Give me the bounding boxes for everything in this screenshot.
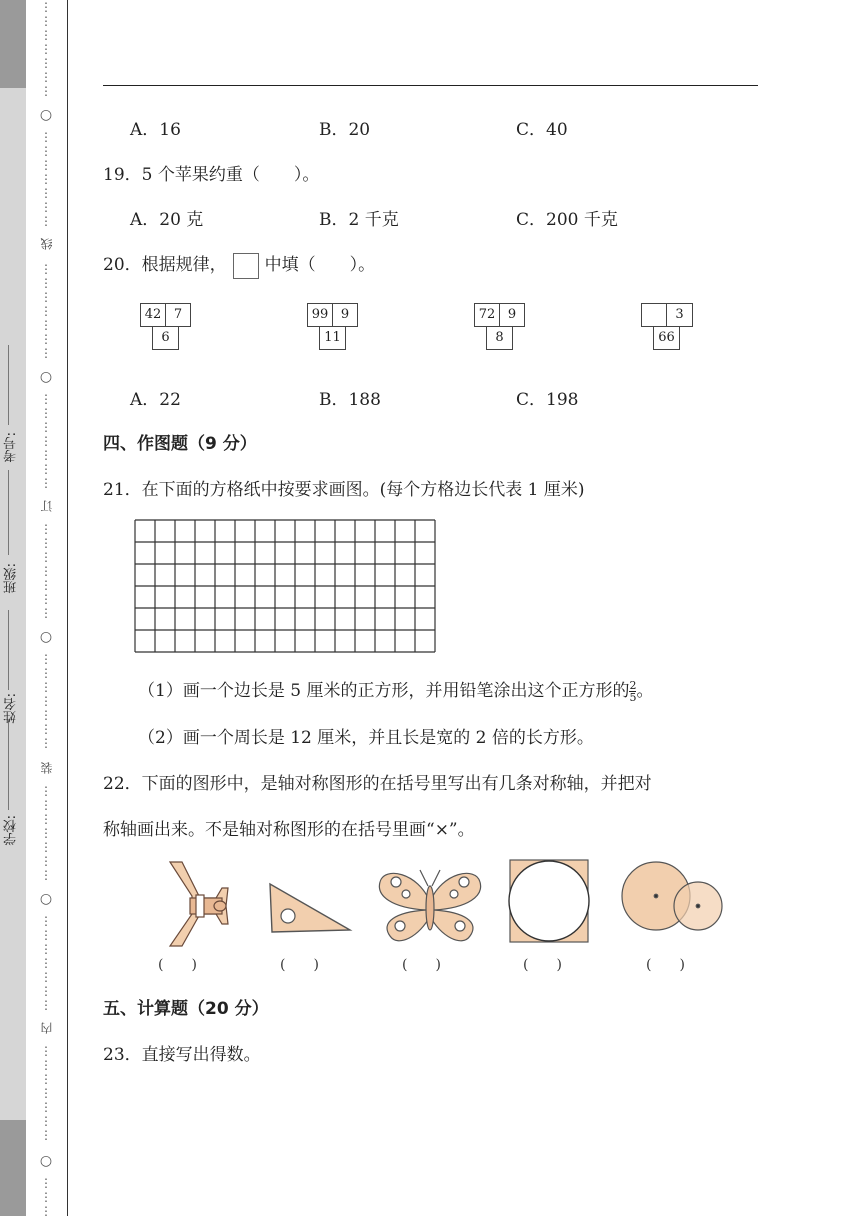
class-blank — [8, 470, 9, 555]
q20-option-c: C．198 — [516, 390, 579, 410]
binding-char-bind: 装 — [40, 762, 54, 774]
q21-sub1-text: （1）画一个边长是 5 厘米的正方形，并用铅笔涂出这个正方形的 — [138, 681, 630, 701]
binding-dots: ⋮ ⋮ ⋮ ⋮ ⋮ ⋮ ⋮ — [40, 130, 52, 228]
answer-paren-1[interactable]: ( ) — [158, 957, 197, 973]
blank-box — [233, 253, 259, 279]
section-4-heading: 四、作图题（9 分） — [103, 434, 257, 454]
q19-option-a: A．20 克 — [130, 210, 204, 230]
q22-line1: 22．下面的图形中，是轴对称图形的在括号里写出有几条对称轴，并把对 — [103, 774, 652, 794]
q20-stem-before: 20．根据规律， — [103, 255, 227, 275]
q20-stem-after: 中填（ ）。 — [264, 255, 376, 275]
q20-option-a: A．22 — [130, 390, 181, 410]
binding-dots: ⋮ ⋮ ⋮ ⋮ ⋮ ⋮ ⋮ — [40, 392, 52, 490]
answer-paren-4[interactable]: ( ) — [523, 957, 562, 973]
two-circles-figure — [622, 862, 722, 930]
pattern-cell-bottom: 11 — [319, 326, 346, 350]
answer-paren-5[interactable]: ( ) — [646, 957, 685, 973]
q21-stem: 21．在下面的方格纸中按要求画图。(每个方格边长代表 1 厘米) — [103, 480, 585, 500]
q20-option-b: B．188 — [319, 390, 381, 410]
square-grid — [134, 519, 436, 653]
pattern-cell-top-right: 3 — [666, 303, 693, 327]
binding-dots: ⋮ ⋮ ⋮ ⋮ ⋮ ⋮ ⋮ — [40, 914, 52, 1012]
q21-sub1-end: 。 — [636, 681, 654, 701]
pattern-cell-top-right: 9 — [499, 303, 525, 327]
binding-dots: ⋮ ⋮ ⋮ ⋮ ⋮ ⋮ ⋮ — [40, 1044, 52, 1142]
binding-circle: ○ — [39, 107, 53, 123]
exam-number-label: 考号: — [4, 432, 19, 463]
pattern-cell-top-left: 99 — [307, 303, 333, 327]
answer-paren-2[interactable]: ( ) — [280, 957, 319, 973]
binding-dots: ⋮ ⋮ ⋮ ⋮ ⋮ ⋮ ⋮ — [40, 784, 52, 882]
pattern-cell-top-left — [641, 303, 667, 327]
q20-stem — [103, 250, 375, 279]
fraction-numerator: 2 — [629, 679, 637, 692]
answer-paren-3[interactable]: ( ) — [402, 957, 441, 973]
q19-option-c: C．200 千克 — [516, 210, 618, 230]
pattern-cell-top-right: 9 — [332, 303, 358, 327]
q18-option-c: C．40 — [516, 120, 568, 140]
binding-dots: ⋮ ⋮ ⋮ — [40, 1176, 52, 1218]
school-blank — [8, 720, 9, 810]
class-label: 班级: — [4, 563, 19, 594]
binding-circle: ○ — [39, 1153, 53, 1169]
binding-dots: ⋮ ⋮ ⋮ ⋮ ⋮ ⋮ ⋮ — [40, 522, 52, 620]
q19-option-b: B．2 千克 — [319, 210, 399, 230]
pattern-cell-bottom: 8 — [486, 326, 513, 350]
binding-circle: ○ — [39, 891, 53, 907]
school-label: 学校: — [4, 815, 19, 846]
binding-dots: ⋮ ⋮ ⋮ ⋮ ⋮ ⋮ ⋮ — [40, 652, 52, 750]
pattern-cell-top-left: 72 — [474, 303, 500, 327]
binding-char-line: 线 — [40, 238, 54, 250]
q18-option-b: B．20 — [319, 120, 371, 140]
q21-sub1 — [138, 676, 653, 703]
binding-dots: ⋮ ⋮ ⋮ ⋮ ⋮ ⋮ ⋮ — [40, 262, 52, 360]
section-5-heading: 五、计算题（20 分） — [103, 999, 269, 1019]
binding-dots: ⋮ ⋮ ⋮ ⋮ ⋮ ⋮ ⋮ — [40, 0, 52, 98]
q21-sub2: （2）画一个周长是 12 厘米，并且长是宽的 2 倍的长方形。 — [138, 728, 594, 748]
top-rule — [103, 85, 758, 86]
q19-stem: 19．5 个苹果约重（ ）。 — [103, 165, 320, 185]
triangle-with-hole-figure — [270, 884, 350, 932]
binding-circle: ○ — [39, 629, 53, 645]
q23-stem: 23．直接写出得数。 — [103, 1045, 261, 1065]
binding-line — [67, 0, 68, 1216]
pattern-cell-top-left: 42 — [140, 303, 166, 327]
binding-char-order: 订 — [40, 500, 54, 512]
binding-margin — [0, 0, 26, 1216]
binding-char-inside: 内 — [40, 1022, 54, 1034]
binding-margin-bottom-block — [0, 1120, 26, 1216]
symmetry-figures — [130, 852, 730, 952]
pattern-cell-bottom: 6 — [152, 326, 179, 350]
butterfly-figure — [379, 870, 480, 941]
name-blank — [8, 610, 9, 690]
exam-number-blank — [8, 345, 9, 425]
fraction-denominator: 5 — [629, 691, 637, 704]
binding-margin-top-block — [0, 0, 26, 88]
q18-option-a: A．16 — [130, 120, 181, 140]
airplane-figure — [170, 862, 228, 946]
pattern-cell-bottom: 66 — [653, 326, 680, 350]
circle-in-square-figure — [509, 860, 589, 942]
name-label: 姓名: — [4, 693, 19, 724]
q22-line2: 称轴画出来。不是轴对称图形的在括号里画“×”。 — [103, 820, 475, 840]
binding-circle: ○ — [39, 369, 53, 385]
pattern-cell-top-right: 7 — [165, 303, 191, 327]
